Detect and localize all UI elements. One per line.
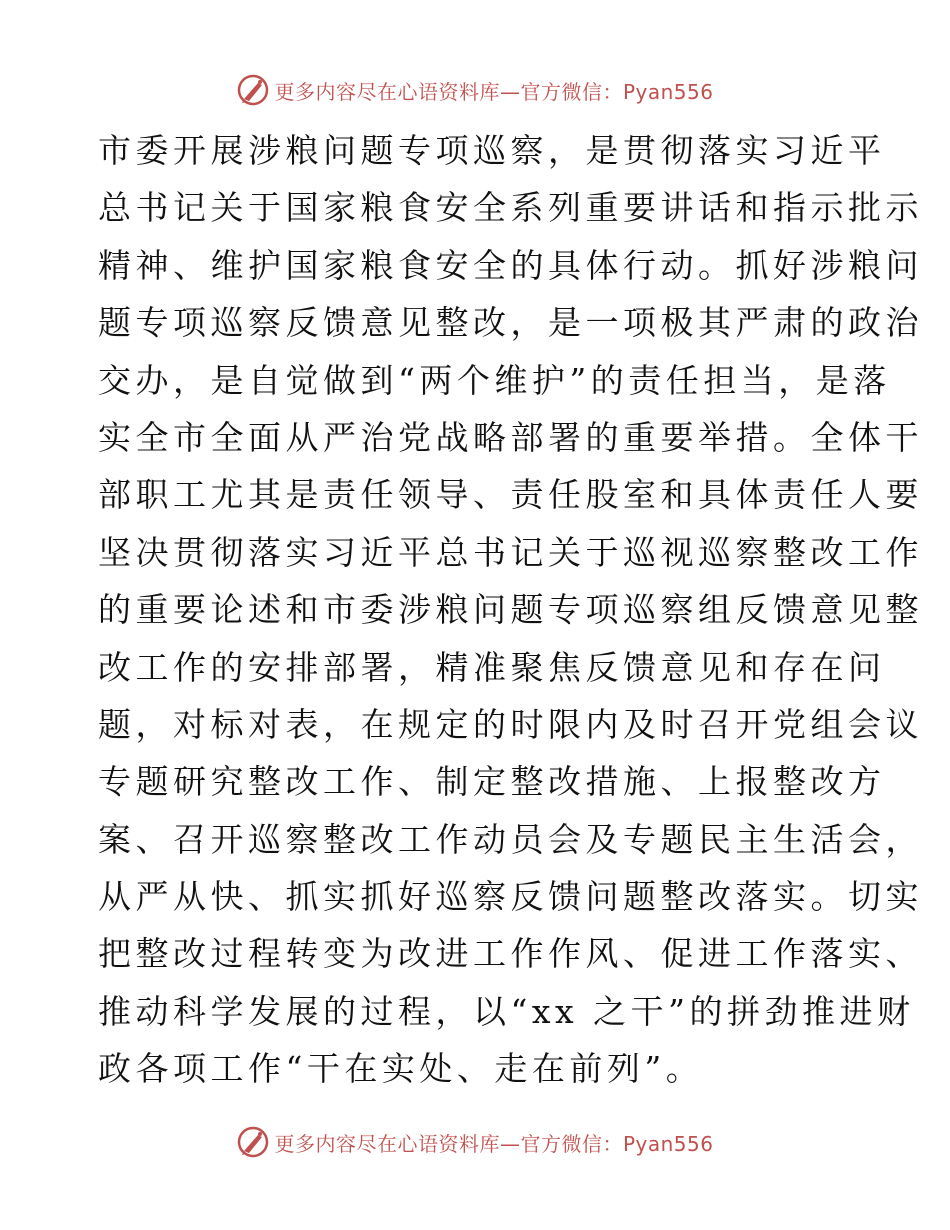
- pen-logo-icon: [236, 1125, 270, 1159]
- body-line: 交办，是自觉做到“两个维护”的责任担当，是落: [98, 360, 891, 400]
- body-line: 的重要论述和市委涉粮问题专项巡察组反馈意见整: [98, 590, 923, 630]
- body-line: 推动科学发展的过程，以“xx 之干”的拼劲推进财: [98, 991, 915, 1031]
- document-body: [98, 122, 923, 1098]
- body-line: 案、召开巡察整改工作动员会及专题民主生活会，: [98, 819, 923, 859]
- body-line: 题专项巡察反馈意见整改，是一项极其严肃的政治: [98, 303, 923, 343]
- body-line: 把整改过程转变为改进工作作风、促进工作落实、: [98, 934, 923, 974]
- body-line: 改工作的安排部署，精准聚焦反馈意见和存在问: [98, 647, 886, 687]
- body-line: 部职工尤其是责任领导、责任股室和具体责任人要: [98, 475, 923, 515]
- pen-logo-icon: [236, 73, 270, 107]
- body-line: 坚决贯彻落实习近平总书记关于巡视巡察整改工作: [98, 532, 923, 572]
- body-line: 精神、维护国家粮食安全的具体行动。抓好涉粮问: [98, 245, 923, 285]
- body-line: 从严从快、抓实抓好巡察反馈问题整改落实。切实: [98, 877, 923, 917]
- body-line: 市委开展涉粮问题专项巡察，是贯彻落实习近平: [98, 131, 886, 170]
- footer-banner-text: 更多内容尽在心语资料库—官方微信：Pyan556: [274, 1131, 714, 1156]
- footer-banner: [0, 1122, 950, 1162]
- body-line: 题，对标对表，在规定的时限内及时召开党组会议: [98, 704, 923, 744]
- body-line: 政各项工作“干在实处、走在前列”。: [98, 1049, 704, 1089]
- body-line: 实全市全面从严治党战略部署的重要举措。全体干: [98, 417, 923, 457]
- header-banner: [0, 70, 950, 110]
- body-line: 总书记关于国家粮食安全系列重要讲话和指示批示: [98, 188, 923, 228]
- body-line: 专题研究整改工作、制定整改措施、上报整改方: [98, 762, 886, 802]
- header-banner-text: 更多内容尽在心语资料库—官方微信：Pyan556: [274, 79, 714, 104]
